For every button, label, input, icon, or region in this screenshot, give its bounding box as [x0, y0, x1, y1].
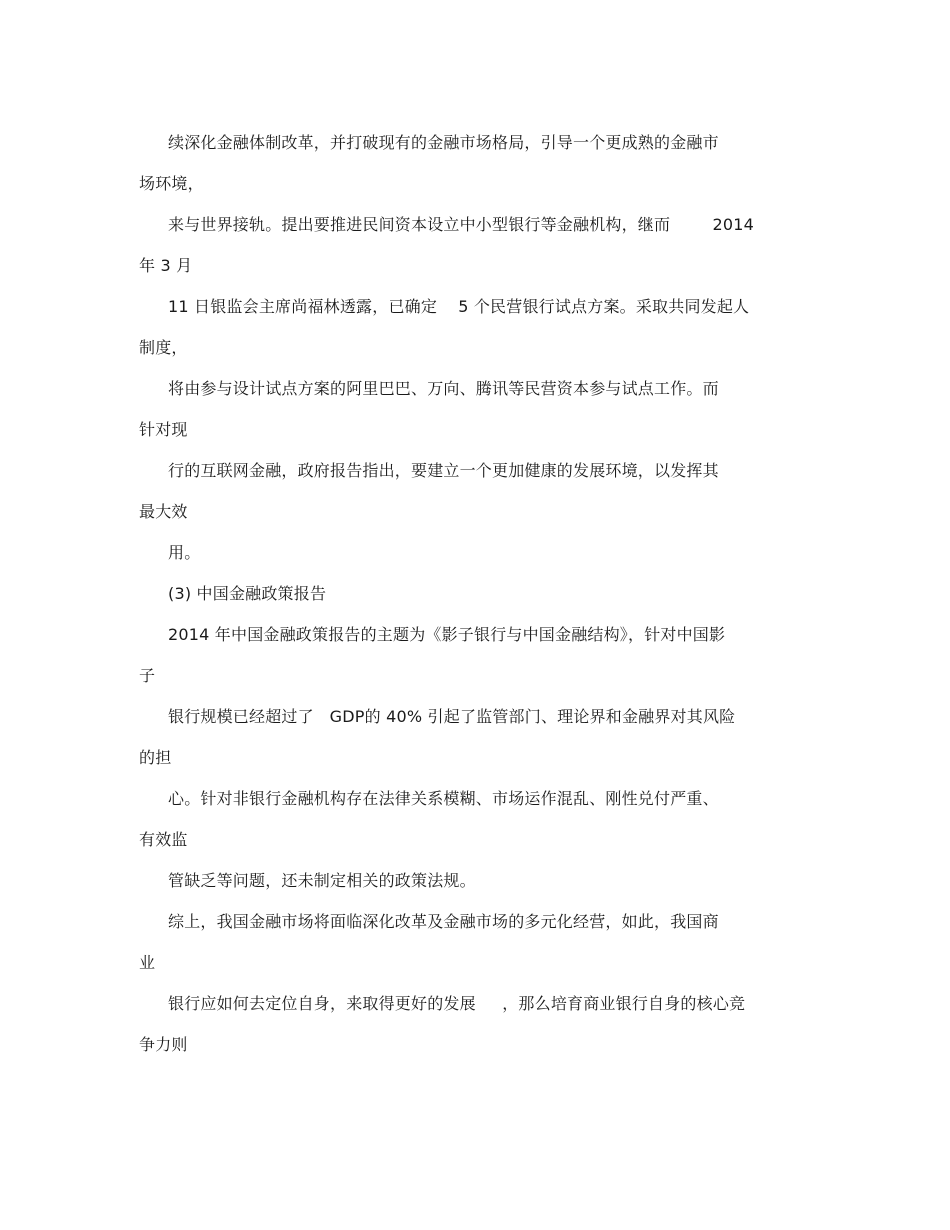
- text-line: 银行规模已经超过了 GDP的 40% 引起了监管部门、理论界和金融界对其风险: [168, 707, 736, 726]
- text-line: 业: [139, 953, 156, 972]
- text-line: 来与世界接轨。提出要推进民间资本设立中小型银行等金融机构，继而 2014: [168, 215, 755, 234]
- text-line: 场环境，: [139, 174, 204, 193]
- text-line: 有效监: [139, 830, 188, 849]
- text-line: 针对现: [139, 420, 188, 439]
- text-line: 11 日银监会主席尚福林透露，已确定 5 个民营银行试点方案。采取共同发起人: [168, 297, 750, 316]
- text-line: 综上，我国金融市场将面临深化改革及金融市场的多元化经营，如此，我国商: [168, 912, 719, 931]
- text-line: 制度，: [139, 338, 188, 357]
- text-line: 用。: [168, 543, 201, 562]
- text-line: 子: [139, 666, 156, 685]
- text-line: 2014 年中国金融政策报告的主题为《影子银行与中国金融结构》，针对中国影: [168, 625, 726, 644]
- text-line: 行的互联网金融，政府报告指出，要建立一个更加健康的发展环境，以发挥其: [168, 461, 719, 480]
- text-line: 将由参与设计试点方案的阿里巴巴、万向、腾讯等民营资本参与试点工作。而: [168, 379, 719, 398]
- text-line: 争力则: [139, 1035, 188, 1054]
- text-line: 续深化金融体制改革，并打破现有的金融市场格局，引导一个更成熟的金融市: [168, 133, 719, 152]
- text-line: 管缺乏等问题，还未制定相关的政策法规。: [168, 871, 476, 890]
- text-line: 最大效: [139, 502, 188, 521]
- section-heading: (3) 中国金融政策报告: [168, 584, 327, 603]
- text-line: 年 3 月: [139, 256, 193, 275]
- text-line: 的担: [139, 748, 172, 767]
- text-line: 银行应如何去定位自身，来取得更好的发展 ，那么培育商业银行自身的核心竞: [168, 994, 746, 1013]
- text-line: 心。针对非银行金融机构存在法律关系模糊、市场运作混乱、刚性兑付严重、: [168, 789, 719, 808]
